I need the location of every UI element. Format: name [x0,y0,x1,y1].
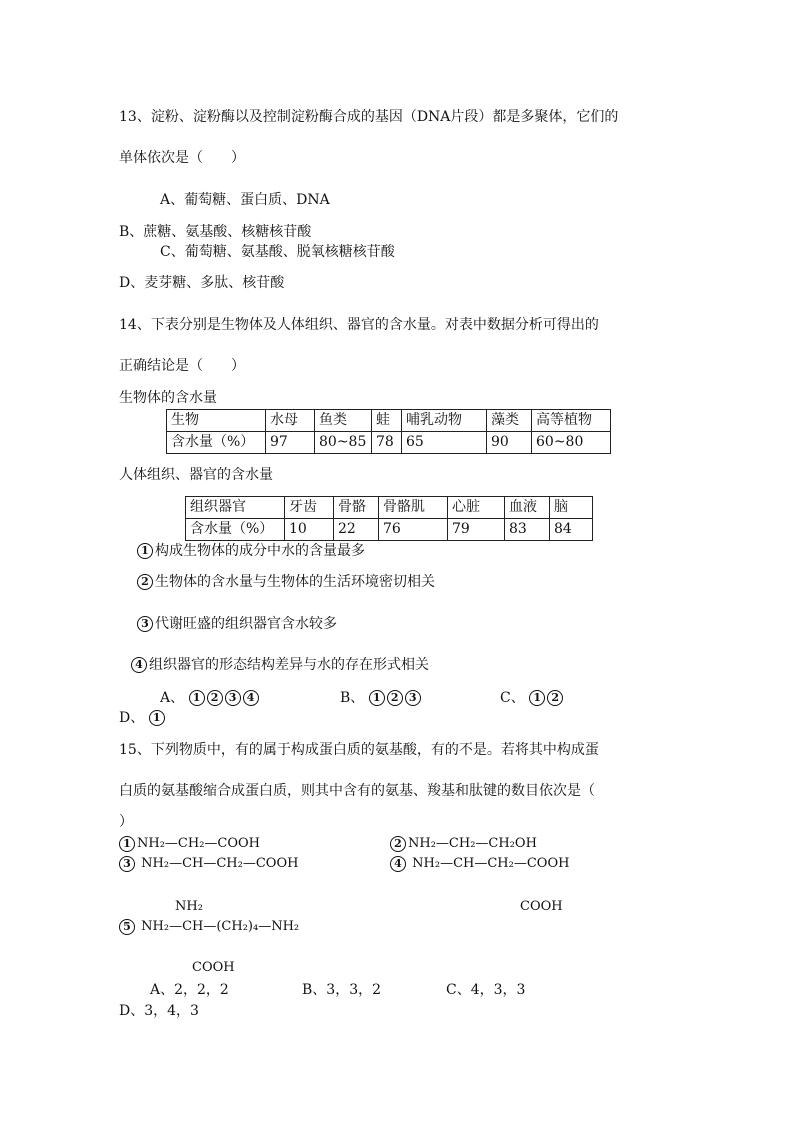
table-cell: 骨骼肌 [379,497,448,519]
table-cell: 血液 [505,497,550,519]
q13-option-d: D、麦芽糖、多肽、核苷酸 [119,275,285,291]
formula: NH₂—CH—CH₂—COOH [412,856,570,871]
table-cell: 心脏 [448,497,505,519]
statement-text: 构成生物体的成分中水的含量最多 [155,543,365,559]
option-label: A、 [160,690,185,706]
q15-option-b: B、3，3，2 [302,982,382,998]
circled-number: 5 [119,919,135,935]
table-cell: 组织器官 [186,497,285,519]
q15-option-a: A、2，2，2 [150,982,229,998]
table-cell: 83 [505,519,550,541]
table1-title: 生物体的含水量 [119,390,217,406]
table-cell: 65 [402,432,487,454]
circled-number: 3 [225,690,241,706]
compound-4-side-group: COOH [520,899,563,914]
table-row [167,432,611,454]
circled-number: 3 [119,856,135,872]
circled-number: 3 [405,690,421,706]
table-cell: 藻类 [487,410,532,432]
formula: NH₂—CH₂—COOH [137,836,261,851]
statement-text: 代谢旺盛的组织器官含水较多 [155,616,337,632]
q14-option-b [340,688,423,708]
circled-number: 2 [207,690,223,706]
compound-1 [119,834,260,854]
compound-2 [390,834,537,854]
circled-number: 4 [390,856,406,872]
circled-number: 1 [529,690,545,706]
statement-4 [131,655,429,675]
q15-option-d: D、3，4，3 [119,1003,199,1019]
formula: NH₂—CH₂—CH₂OH [408,836,537,851]
table-cell: 牙齿 [285,497,334,519]
statement-1 [137,541,365,561]
tissue-water-table [185,496,593,541]
table-cell: 鱼类 [315,410,372,432]
compound-5-top-group: NH₂ [175,899,203,914]
option-label: C、 [500,690,525,706]
table-cell: 84 [550,519,593,541]
circled-number: 3 [137,616,153,632]
circled-number: 2 [387,690,403,706]
table-cell: 脑 [550,497,593,519]
q13-stem-line2: 单体依次是（ ） [119,150,245,166]
circled-number: 4 [243,690,259,706]
table-cell: 水母 [266,410,315,432]
compound-5 [119,917,299,937]
q13-option-b: B、蔗糖、氨基酸、核糖核苷酸 [119,224,312,240]
q15-option-c: C、4，3，3 [446,982,526,998]
compound-5-side-group: COOH [192,960,235,975]
table-cell: 22 [334,519,379,541]
q13-option-a: A、葡萄糖、蛋白质、DNA [160,192,330,208]
table-cell: 76 [379,519,448,541]
q14-option-d [119,708,167,728]
q13-option-c: C、葡萄糖、氨基酸、脱氧核糖核苷酸 [160,244,395,260]
formula: NH₂—CH—CH₂—COOH [141,856,299,871]
table-row [186,497,593,519]
table-cell: 10 [285,519,334,541]
table-cell: 78 [372,432,402,454]
q15-stem-line3: ） [119,814,133,830]
circled-number: 1 [149,710,165,726]
table-row [167,410,611,432]
table-cell: 生物 [167,410,266,432]
table-cell: 90 [487,432,532,454]
circled-number: 2 [390,836,406,852]
table-cell: 97 [266,432,315,454]
organism-water-table [166,409,611,454]
circled-number: 2 [547,690,563,706]
statement-text: 组织器官的形态结构差异与水的存在形式相关 [149,657,429,673]
circled-number: 2 [137,574,153,590]
circled-number: 1 [369,690,385,706]
table-row [186,519,593,541]
circled-number: 4 [131,657,147,673]
table-cell: 蛙 [372,410,402,432]
table-cell: 高等植物 [532,410,611,432]
formula: NH₂—CH—(CH₂)₄—NH₂ [141,919,300,934]
option-label: D、 [119,710,145,726]
q14-stem-line2: 正确结论是（ ） [119,358,245,374]
table2-title: 人体组织、器官的含水量 [119,467,273,483]
compound-3 [119,854,298,874]
table-cell: 哺乳动物 [402,410,487,432]
table-cell: 80~85 [315,432,372,454]
statement-3 [137,614,337,634]
table-cell: 含水量（%） [186,519,285,541]
q15-stem-line1: 15、下列物质中，有的属于构成蛋白质的氨基酸，有的不是。若将其中构成蛋 [119,742,599,758]
table-cell: 骨骼 [334,497,379,519]
q15-stem-line2: 白质的氨基酸缩合成蛋白质，则其中含有的氨基、羧基和肽键的数目依次是（ [119,783,595,799]
statement-text: 生物体的含水量与生物体的生活环境密切相关 [155,574,435,590]
circled-number: 1 [119,836,135,852]
q14-option-c [500,688,565,708]
q14-option-a [160,688,261,708]
option-label: B、 [340,690,365,706]
table-cell: 含水量（%） [167,432,266,454]
table-cell: 79 [448,519,505,541]
q13-stem-line1: 13、淀粉、淀粉酶以及控制淀粉酶合成的基因（DNA片段）都是多聚体，它们的 [119,109,619,125]
statement-2 [137,572,435,592]
q14-stem-line1: 14、下表分别是生物体及人体组织、器官的含水量。对表中数据分析可得出的 [119,317,599,333]
circled-number: 1 [189,690,205,706]
table-cell: 60~80 [532,432,611,454]
circled-number: 1 [137,543,153,559]
compound-4 [390,854,569,874]
